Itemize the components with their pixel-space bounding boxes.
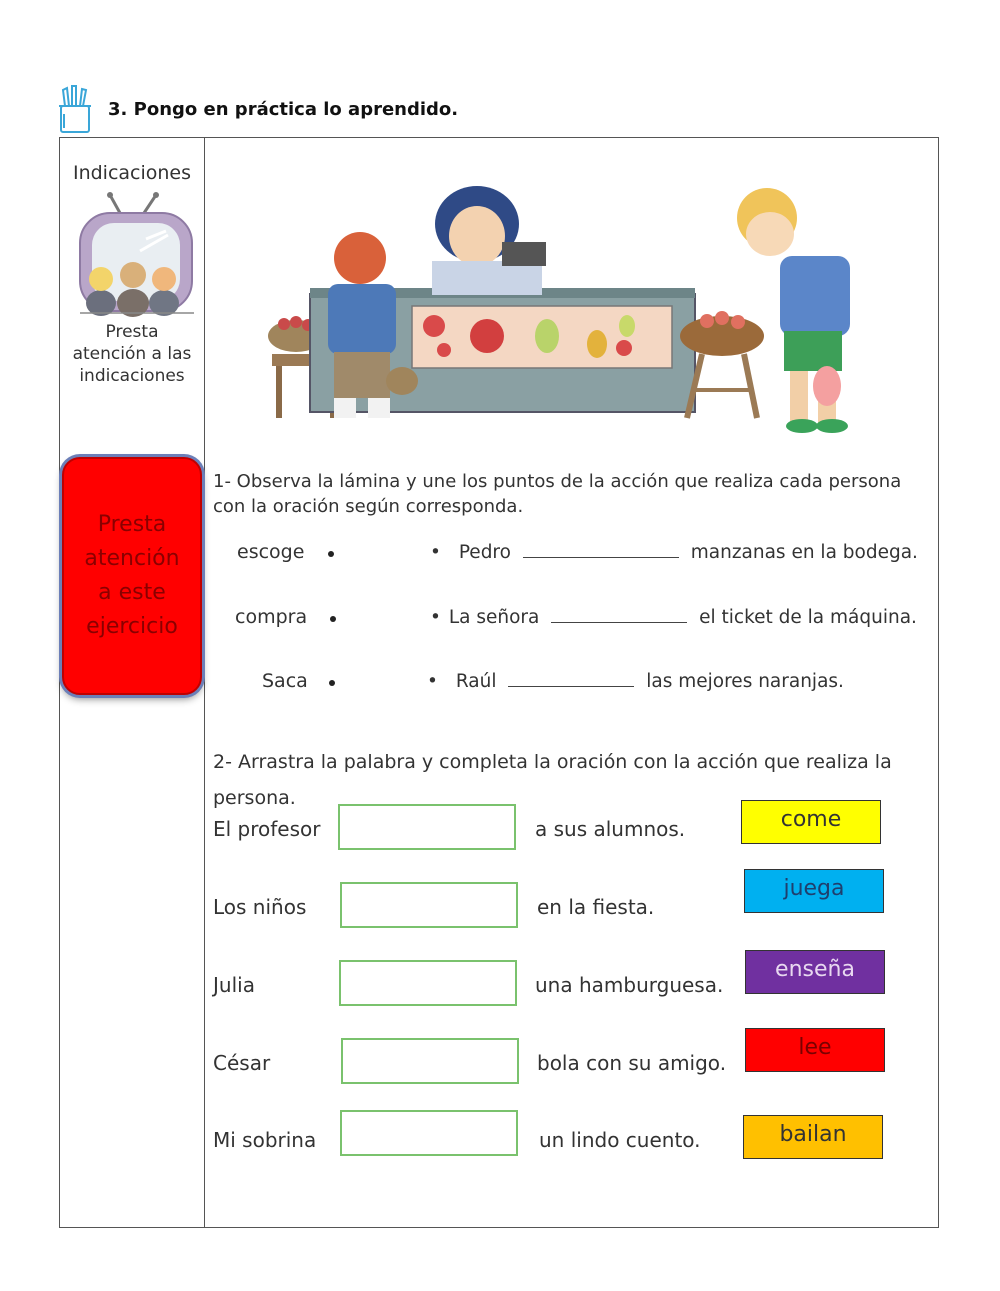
word-chip[interactable]: come	[741, 800, 881, 844]
sentence-subject: El profesor	[213, 817, 321, 841]
sentence-blank-line	[508, 670, 634, 687]
exercise2-instruction: 2- Arrastra la palabra y completa la oración con la acción que realiza la persona.	[213, 751, 892, 809]
word-chip[interactable]: juega	[744, 869, 884, 913]
sentence-subject: La señora	[448, 607, 540, 628]
verb-item: Saca	[262, 670, 308, 692]
sentence-ending: bola con su amigo.	[537, 1051, 727, 1075]
market-scene-illustration	[262, 176, 872, 444]
answer-drop-zone[interactable]	[338, 804, 516, 850]
exercise1-instruction: 1- Observa la lámina y une los puntos de la acción que realiza cada persona con la oración según corresponda.	[213, 471, 902, 517]
sentence-ending: el ticket de la máquina.	[699, 607, 917, 628]
sentence-subject: César	[213, 1051, 271, 1075]
match-dot-left[interactable]	[329, 680, 335, 686]
sentence-subject: Raúl	[455, 671, 497, 692]
match-dot-right[interactable]: •	[427, 671, 438, 692]
sentence-ending: un lindo cuento.	[539, 1128, 701, 1152]
sentence-subject: Pedro	[458, 542, 511, 563]
sentence-subject: Mi sobrina	[213, 1128, 317, 1152]
pencil-cup-icon	[56, 84, 94, 134]
sentence-ending: una hamburguesa.	[535, 973, 724, 997]
tv-kids-illustration	[76, 191, 198, 319]
match-sentence	[430, 606, 917, 628]
sentence-ending: a sus alumnos.	[535, 817, 686, 841]
attention-alert-text: Presta atención a este ejercicio	[84, 512, 180, 639]
word-chip[interactable]: enseña	[745, 950, 885, 994]
section-title: 3. Pongo en práctica lo aprendido.	[108, 99, 459, 120]
answer-drop-zone[interactable]	[339, 960, 517, 1006]
match-sentence	[430, 541, 918, 563]
sidebar-heading: Indicaciones	[72, 162, 192, 184]
sentence-ending: en la fiesta.	[537, 895, 655, 919]
sentence-blank-line	[523, 541, 679, 558]
match-dot-right[interactable]: •	[430, 542, 441, 563]
sentence-subject: Los niños	[213, 895, 307, 919]
attention-alert-box	[62, 457, 202, 695]
column-divider	[204, 137, 205, 1228]
match-dot-left[interactable]	[328, 551, 334, 557]
sentence-subject: Julia	[213, 973, 255, 997]
match-dot-right[interactable]: •	[430, 607, 441, 628]
sentence-ending: las mejores naranjas.	[646, 671, 844, 692]
word-chip[interactable]: bailan	[743, 1115, 883, 1159]
sentence-ending: manzanas en la bodega.	[690, 542, 918, 563]
answer-drop-zone[interactable]	[341, 1038, 519, 1084]
answer-drop-zone[interactable]	[340, 1110, 518, 1156]
word-chip[interactable]: lee	[745, 1028, 885, 1072]
sidebar-caption: Presta atención a las indicaciones	[72, 322, 192, 386]
answer-drop-zone[interactable]	[340, 882, 518, 928]
verb-item: compra	[235, 606, 308, 628]
match-sentence	[427, 670, 844, 692]
sentence-blank-line	[551, 606, 687, 623]
match-dot-left[interactable]	[330, 616, 336, 622]
verb-item: escoge	[237, 541, 305, 563]
